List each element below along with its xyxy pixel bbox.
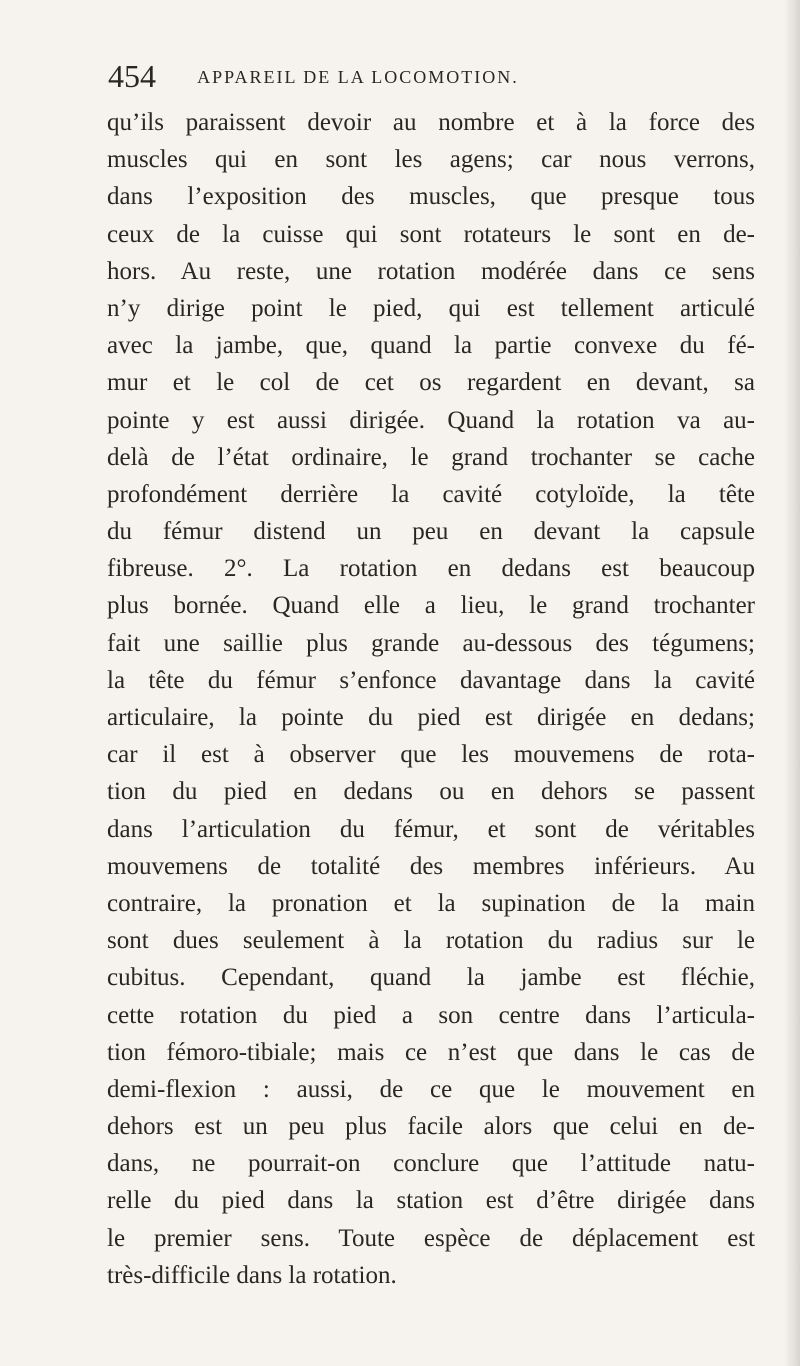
- text-line: pointe y est aussi dirigée. Quand la rotation va au-: [107, 406, 755, 434]
- text-line: plus bornée. Quand elle a lieu, le grand trochanter: [107, 592, 755, 620]
- text-line: mouvemens de totalité des membres inférieurs. Au: [107, 852, 755, 880]
- text-line: contraire, la pronation et la supination de la main: [107, 889, 755, 917]
- text-line: articulaire, la pointe du pied est dirigée en dedans;: [107, 704, 755, 731]
- text-line: dans, ne pourrait-on conclure que l’attitude natu-: [107, 1150, 755, 1178]
- text-line: sont dues seulement à la rotation du radius sur le: [107, 927, 755, 955]
- text-line: tion fémoro-tibiale; mais ce n’est que dans le cas de: [107, 1038, 755, 1066]
- text-line: fibreuse. 2°. La rotation en dedans est beaucoup: [107, 555, 755, 583]
- text-line: n’y dirige point le pied, qui est tellement articulé: [107, 294, 755, 322]
- text-line: delà de l’état ordinaire, le grand trochanter se cache: [107, 443, 755, 471]
- page-number: 454: [108, 58, 156, 94]
- text-line: la tête du fémur s’enfonce davantage dans la cavité: [107, 666, 755, 694]
- body-text: [107, 104, 755, 1294]
- text-line: cette rotation du pied a son centre dans l’articula-: [107, 1001, 755, 1029]
- text-line: tion du pied en dedans ou en dehors se passent: [107, 778, 755, 806]
- text-line: très-difficile dans la rotation.: [107, 1261, 397, 1289]
- text-line: dans l’articulation du fémur, et sont de véritables: [107, 815, 755, 843]
- text-line: fait une saillie plus grande au-dessous des tégumens;: [107, 629, 755, 657]
- text-line: dans l’exposition des muscles, que presque tous: [107, 183, 755, 211]
- text-line: ceux de la cuisse qui sont rotateurs le sont en de-: [107, 220, 755, 248]
- page-edge-shadow: [784, 0, 800, 1366]
- text-line: cubitus. Cependant, quand la jambe est fléchie,: [107, 964, 755, 992]
- text-line: demi-flexion : aussi, de ce que le mouvement en: [107, 1075, 755, 1103]
- text-line: avec la jambe, que, quand la partie convexe du fé-: [107, 332, 755, 360]
- text-line: du fémur distend un peu en devant la capsule: [107, 518, 755, 546]
- running-header: [108, 58, 708, 98]
- text-line: dehors est un peu plus facile alors que celui en de-: [107, 1113, 755, 1141]
- text-line: relle du pied dans la station est d’être dirigée dans: [107, 1187, 755, 1215]
- running-title: APPAREIL DE LA LOCOMOTION.: [197, 67, 519, 87]
- text-line: hors. Au reste, une rotation modérée dans ce sens: [107, 257, 755, 285]
- text-line: le premier sens. Toute espèce de déplacement est: [107, 1224, 755, 1252]
- text-line: qu’ils paraissent devoir au nombre et à la force des: [107, 109, 755, 136]
- text-line: car il est à observer que les mouvemens de rota-: [107, 741, 755, 769]
- text-line: muscles qui en sont les agens; car nous verrons,: [107, 146, 755, 174]
- text-line: profondément derrière la cavité cotyloïde, la tête: [107, 480, 755, 508]
- text-line: mur et le col de cet os regardent en devant, sa: [107, 369, 755, 397]
